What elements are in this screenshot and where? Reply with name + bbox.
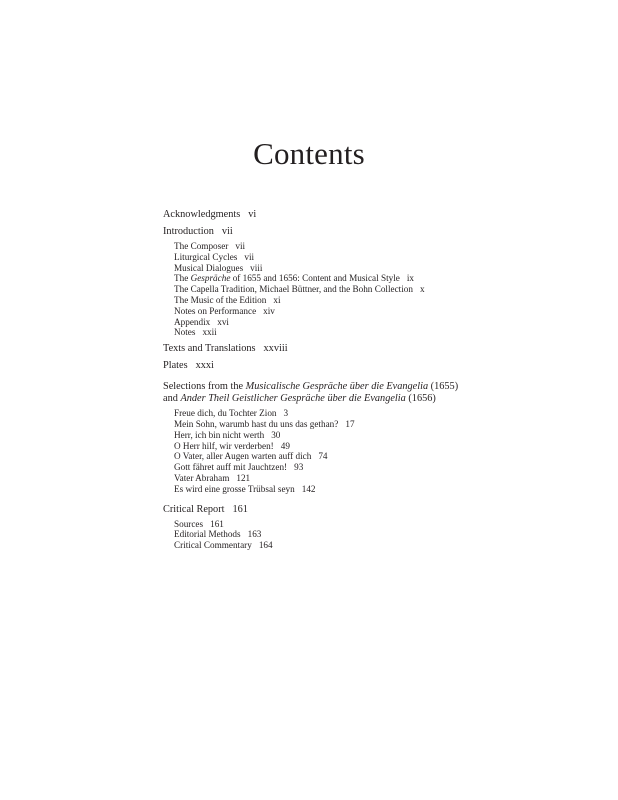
toc-entry-introduction: [163, 226, 503, 238]
critical-report-subentries: [163, 519, 503, 551]
subentry-page: 161: [210, 518, 224, 529]
toc-subentry: [163, 252, 503, 263]
subentry-page: viii: [250, 262, 263, 273]
subentry-page: 74: [318, 451, 328, 462]
toc-subentry: [163, 295, 503, 306]
toc-subentry: [163, 284, 503, 295]
subentry-page: ix: [406, 273, 415, 284]
subentry-label: Mein Sohn, warumb hast du uns das gethan?: [174, 418, 339, 429]
subentry-label: Es wird eine grosse Trübsal seyn: [174, 483, 295, 494]
toc-entry-acknowledgments: [163, 209, 503, 221]
toc-entry-selections-line2: [163, 393, 503, 405]
toc-subentry: [163, 462, 503, 473]
toc-subentry: [163, 473, 503, 484]
toc-entry-critical-report: [163, 504, 503, 516]
toc-subentry: [163, 540, 503, 551]
toc-subentry: [163, 451, 503, 462]
subentry-label: Sources: [174, 518, 204, 529]
table-of-contents: [163, 209, 503, 551]
toc-entry-selections-line1: [163, 381, 503, 393]
subentry-page: 93: [294, 462, 304, 473]
introduction-subentries: [163, 241, 503, 338]
toc-subentry: [163, 419, 503, 430]
subentry-page: 164: [258, 540, 273, 551]
subentry-label: The Composer: [174, 241, 229, 251]
toc-subentry: [163, 306, 503, 317]
subentry-label: of 1655 and 1656: Content and Musical Style: [230, 273, 400, 284]
subentry-page: xiv: [263, 305, 275, 316]
page-title: Contents: [253, 136, 365, 171]
subentry-page: xxii: [202, 327, 217, 338]
subentry-label: Critical Commentary: [174, 540, 252, 551]
entry-label: and: [163, 393, 181, 405]
entry-label: Plates: [163, 360, 188, 372]
entry-label-italic: Musicalische Gespräche über die Evangelia: [245, 381, 429, 393]
subentry-page: 3: [283, 408, 289, 419]
subentry-label: The Music of the Edition: [174, 294, 267, 305]
subentry-label: Notes: [174, 327, 196, 338]
subentry-label: Vater Abraham: [174, 472, 230, 483]
toc-subentry: [163, 529, 503, 540]
subentry-page: 121: [236, 472, 251, 483]
entry-label: Selections from the: [163, 381, 246, 393]
subentry-label: Appendix: [174, 316, 211, 327]
toc-subentry: [163, 441, 503, 452]
toc-subentry: [163, 484, 503, 495]
subentry-label: Gott fähret auff mit Jauchtzen!: [174, 462, 288, 473]
entry-label: (1656): [405, 393, 436, 405]
subentry-label: O Herr hilf, wir verderben!: [174, 440, 274, 451]
subentry-page: 17: [345, 418, 355, 429]
entry-page: xxxi: [195, 360, 214, 372]
subentry-page: vii: [244, 251, 255, 262]
subentry-page: 49: [280, 440, 290, 451]
toc-subentry: [163, 241, 503, 252]
subentry-page: xvi: [217, 316, 229, 327]
subentry-label: Musical Dialogues: [174, 262, 244, 273]
entry-label: Texts and Translations: [163, 343, 256, 355]
entry-label: (1655): [428, 381, 459, 393]
subentry-label: Notes on Performance: [174, 305, 257, 316]
entry-page: vi: [248, 209, 257, 220]
subentry-page: 163: [247, 529, 262, 540]
toc-subentry: [163, 408, 503, 419]
toc-subentry: [163, 519, 503, 530]
toc-subentry: [163, 430, 503, 441]
entry-label: Critical Report: [163, 503, 225, 515]
toc-subentry: [163, 327, 503, 338]
subentry-label: The: [174, 273, 191, 284]
subentry-label-italic: Gespräche: [190, 273, 231, 284]
toc-subentry: [163, 263, 503, 274]
subentry-label: Liturgical Cycles: [174, 251, 238, 262]
subentry-page: 30: [271, 429, 281, 440]
entry-label: Acknowledgments: [163, 209, 241, 220]
toc-entry-texts: [163, 343, 503, 355]
entry-label: Introduction: [163, 226, 214, 237]
entry-label-italic: Ander Theil Geistlicher Gespräche über die Evangelia: [180, 393, 406, 405]
entry-page: vii: [221, 226, 233, 237]
subentry-label: Editorial Methods: [174, 529, 241, 540]
subentry-page: vii: [235, 241, 246, 251]
subentry-page: 142: [301, 483, 316, 494]
subentry-page: xi: [273, 294, 281, 305]
subentry-label: Herr, ich bin nicht werth: [174, 429, 265, 440]
entry-page: 161: [232, 503, 248, 515]
subentry-label: O Vater, aller Augen warten auff dich: [174, 451, 312, 462]
toc-subentry: [163, 317, 503, 328]
selections-subentries: [163, 408, 503, 494]
subentry-label: The Capella Tradition, Michael Büttner, and the Bohn Collection: [174, 284, 413, 295]
toc-entry-plates: [163, 360, 503, 372]
subentry-label: Freue dich, du Tochter Zion: [174, 408, 277, 419]
entry-page: xxviii: [263, 343, 288, 355]
toc-subentry: [163, 273, 503, 284]
subentry-page: x: [419, 284, 425, 295]
